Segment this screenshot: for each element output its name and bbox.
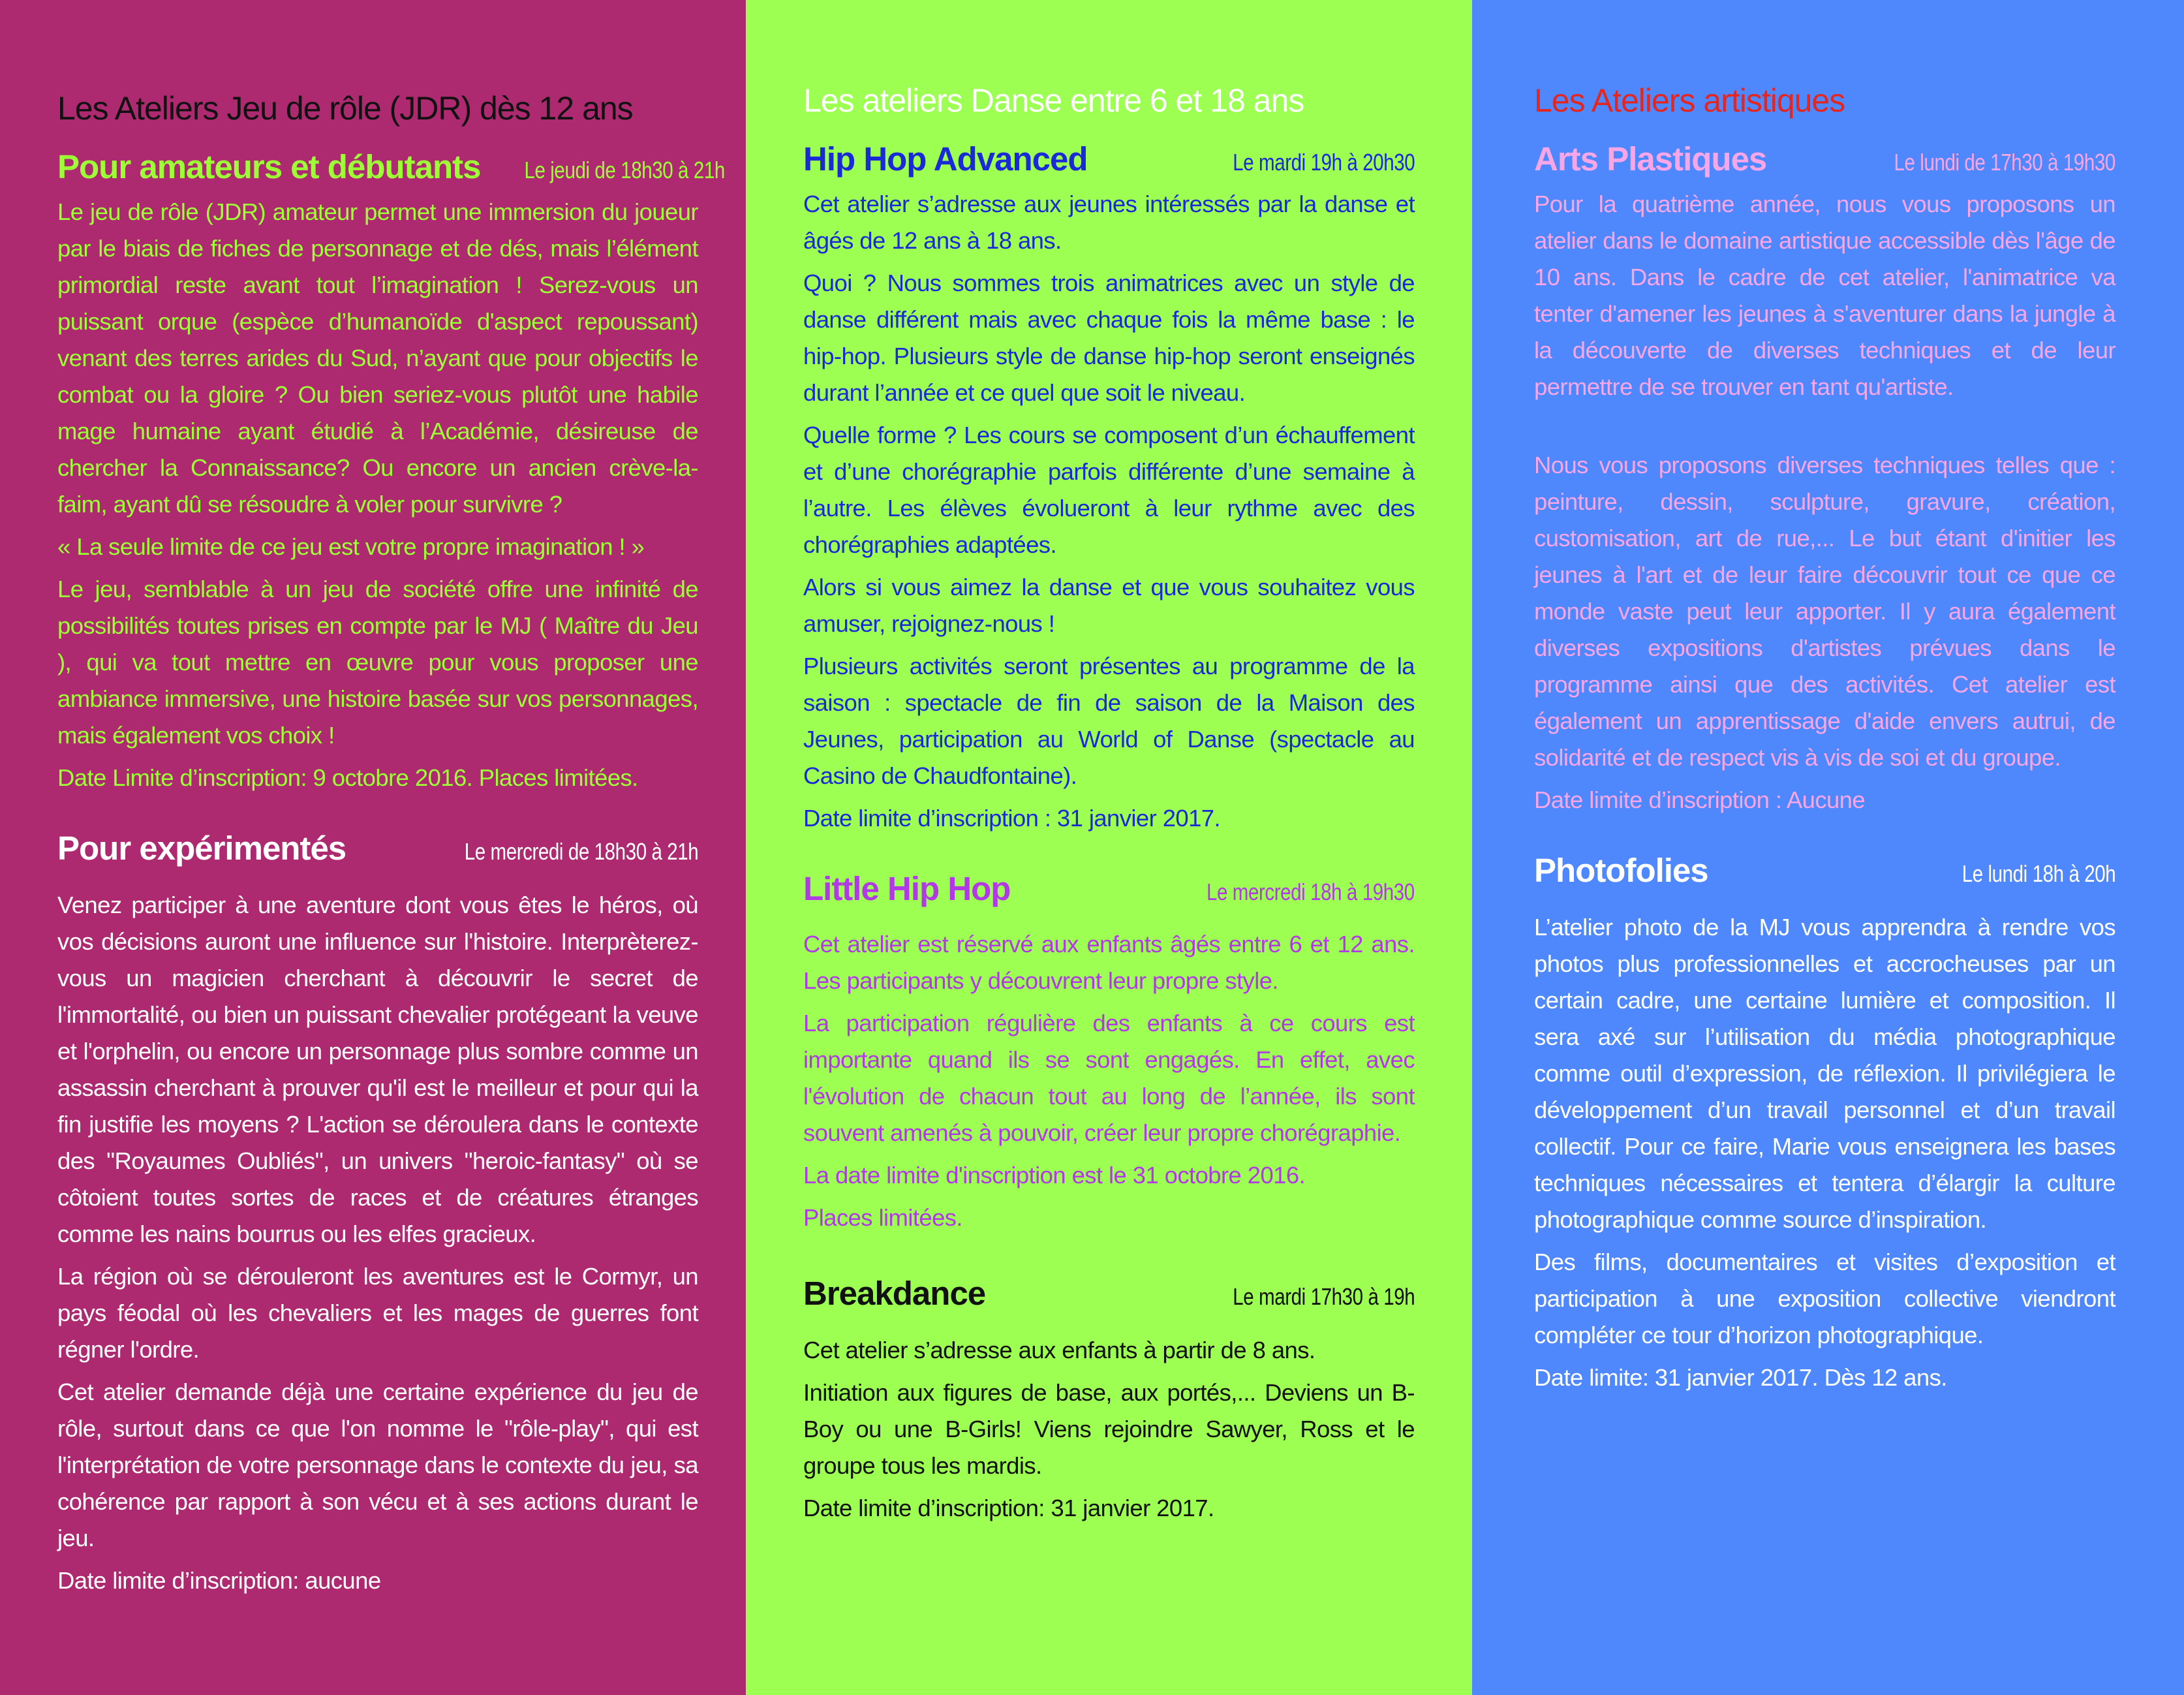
section-body-hiphop-advanced	[803, 186, 1415, 837]
paragraph: Alors si vous aimez la danse et que vous souhaitez vous amuser, rejoignez-nous !	[803, 574, 1415, 637]
section-header-breakdance	[803, 1274, 1415, 1313]
deadline-text: Date limite d’inscription: aucune	[57, 1567, 381, 1594]
paragraph: Le jeu de rôle (JDR) amateur permet une immersion du joueur par le biais de fiches de personnage et de dés, mais l’élément primordial reste avant tout l’imagination ! Serez-vous un puissant orque (espèce d’humanoïde d'aspect repoussant) venant des terres arides du Sud, n’ayant que pour objectifs le combat ou la gloire ? Ou bien seriez-vous plutôt une habile mage humaine ayant étudié à l’Académie, désireuse de chercher la Connaissance? Ou encore un ancien crève-la-faim, ayant dû se résoudre à voler pour survivre ?	[57, 198, 698, 518]
section-body-experimentes	[57, 887, 698, 1599]
section-body-photofolies	[1534, 909, 2115, 1396]
section-body-breakdance	[803, 1332, 1415, 1527]
section-title-experimentes: Pour expérimentés	[57, 830, 346, 867]
paragraph: Places limitées.	[803, 1204, 962, 1231]
section-time-amateurs: Le jeudi de 18h30 à 21h	[524, 157, 726, 183]
column-title-danse: Les ateliers Danse entre 6 et 18 ans	[803, 82, 1304, 119]
section-header-little-hiphop	[803, 869, 1415, 908]
deadline-text: Date Limite d’inscription: 9 octobre 2016. Places limitées.	[57, 764, 638, 791]
section-title-amateurs: Pour amateurs et débutants	[57, 148, 481, 185]
section-header-hiphop-advanced	[803, 140, 1415, 178]
paragraph: La région où se dérouleront les aventures est le Cormyr, un pays féodal où les chevaliers et les mages de guerres font régner l'ordre.	[57, 1263, 698, 1363]
section-time-photofolies: Le lundi 18h à 20h	[1961, 860, 2115, 887]
deadline-text: Date limite d’inscription: 31 janvier 2017.	[803, 1495, 1214, 1521]
paragraph: L’atelier photo de la MJ vous apprendra à rendre vos photos plus professionnelles et accrocheuses par un certain cadre, une certaine lumière et composition. Il sera axé sur l’utilisation du média photographique comme outil d’expression, de réflexion. Il privilégiera le développement d’un travail personnel et d’un travail collectif. Pour ce faire, Marie vous enseignera les bases techniques nécessaires et tentera d’élargir la culture photographique comme source d’inspiration.	[1534, 914, 2115, 1233]
section-time-experimentes: Le mercredi de 18h30 à 21h	[464, 838, 698, 865]
paragraph: Quelle forme ? Les cours se composent d’un échauffement et d’une chorégraphie parfois différente d’une semaine à l’autre. Les élèves évolueront à leur rythme avec des chorégraphies adaptées.	[803, 422, 1415, 558]
column-artistiques	[1472, 0, 2184, 1695]
paragraph: Cet atelier demande déjà une certaine expérience du jeu de rôle, surtout dans ce que l'on nomme le "rôle-play", qui est l'interprétation de votre personnage dans le contexte du jeu, sa cohérence par rapport à son vécu et à ses actions durant le jeu.	[57, 1378, 698, 1551]
column-danse	[746, 0, 1472, 1695]
section-time-hiphop-advanced: Le mardi 19h à 20h30	[1232, 149, 1415, 176]
section-header-arts-plastiques	[1534, 140, 2115, 178]
column-jdr	[0, 0, 746, 1695]
paragraph: Nous vous proposons diverses techniques telles que : peinture, dessin, sculpture, gravure, création, customisation, art de rue,... Le but étant d'initier les jeunes à l'art et de leur faire découvrir tout ce que ce monde vaste peut leur apporter. Il y aura également diverses expositions d'artistes prévues dans le programme ainsi que des activités. Cet atelier est également un apprentissage d'aide envers autrui, de solidarité et de respect vis à vis de soi et du groupe.	[1534, 452, 2115, 771]
section-header-amateurs	[57, 148, 726, 186]
section-time-little-hiphop: Le mercredi 18h à 19h30	[1207, 879, 1415, 905]
section-body-arts-plastiques	[1534, 186, 2115, 818]
paragraph: Cet atelier s’adresse aux jeunes intéressés par la danse et âgés de 12 ans à 18 ans.	[803, 191, 1415, 254]
paragraph: Initiation aux figures de base, aux portés,... Deviens un B-Boy ou une B-Girls! Viens rejoindre Sawyer, Ross et le groupe tous les mardis.	[803, 1379, 1415, 1479]
paragraph: Cet atelier est réservé aux enfants âgés entre 6 et 12 ans. Les participants y découvrent leur propre style.	[803, 931, 1415, 994]
section-time-arts-plastiques: Le lundi de 17h30 à 19h30	[1894, 149, 2115, 176]
paragraph: La participation régulière des enfants à ce cours est importante quand ils se sont engagés. En effet, avec l'évolution de chacun tout au long de l’année, ils sont souvent amenés à pouvoir, créer leur propre chorégraphie.	[803, 1010, 1415, 1146]
section-body-amateurs	[57, 194, 698, 796]
section-time-breakdance: Le mardi 17h30 à 19h	[1232, 1283, 1415, 1310]
deadline-text: La date limite d'inscription est le 31 octobre 2016.	[803, 1162, 1306, 1189]
paragraph: Plusieurs activités seront présentes au programme de la saison : spectacle de fin de saison de la Maison des Jeunes, participation au World of Danse (spectacle au Casino de Chaudfontaine).	[803, 653, 1415, 789]
deadline-text: Date limite d’inscription : Aucune	[1534, 786, 1866, 813]
column-title-jdr: Les Ateliers Jeu de rôle (JDR) dès 12 ans	[57, 90, 633, 127]
paragraph: Le jeu, semblable à un jeu de société offre une infinité de possibilités toutes prises en compte par le MJ ( Maître du Jeu ), qui va tout mettre en œuvre pour vous proposer une ambiance immersive, une histoire basée sur vos personnages, mais également vos choix !	[57, 576, 698, 749]
paragraph: Pour la quatrième année, nous vous proposons un atelier dans le domaine artistique accessible dès l'âge de 10 ans. Dans le cadre de cet atelier, l'animatrice va tenter d'amener les jeunes à s'aventurer dans la jungle à la découverte de diverses techniques et de leur permettre de se trouver en tant qu'artiste.	[1534, 191, 2115, 400]
section-header-photofolies	[1534, 851, 2115, 890]
section-title-hiphop-advanced: Hip Hop Advanced	[803, 140, 1088, 178]
section-title-little-hiphop: Little Hip Hop	[803, 870, 1011, 907]
column-title-artistiques: Les Ateliers artistiques	[1534, 82, 1845, 119]
deadline-text: Date limite: 31 janvier 2017. Dès 12 ans.	[1534, 1364, 1947, 1391]
deadline-text: Date limite d’inscription : 31 janvier 2017.	[803, 805, 1221, 832]
quote: « La seule limite de ce jeu est votre propre imagination ! »	[57, 533, 645, 560]
section-title-breakdance: Breakdance	[803, 1275, 986, 1312]
paragraph: Venez participer à une aventure dont vous êtes le héros, où vos décisions auront une influence sur l'histoire. Interprèterez-vous un magicien cherchant à découvrir le secret de l'immortalité, ou bien un puissant chevalier protégeant la veuve et l'orphelin, ou encore un personnage plus sombre comme un assassin cherchant à prouver qu'il est le meilleur et pour qui la fin justifie les moyens ? L'action se déroulera dans le contexte des "Royaumes Oubliés", un univers "heroic-fantasy" où se côtoient toutes sortes de races et de créatures étranges comme les nains bourrus ou les elfes gracieux.	[57, 892, 698, 1247]
section-body-little-hiphop	[803, 926, 1415, 1236]
section-header-experimentes	[57, 829, 698, 867]
paragraph: Quoi ? Nous sommes trois animatrices avec un style de danse différent mais avec chaque fois la même base : le hip-hop. Plusieurs style de danse hip-hop seront enseignés durant l’année et ce quel que soit le niveau.	[803, 270, 1415, 406]
paragraph: Des films, documentaires et visites d’exposition et participation à une exposition collective viendront compléter ce tour d’horizon photographique.	[1534, 1249, 2115, 1348]
section-title-photofolies: Photofolies	[1534, 852, 1708, 889]
section-title-arts-plastiques: Arts Plastiques	[1534, 140, 1767, 178]
paragraph: Cet atelier s’adresse aux enfants à partir de 8 ans.	[803, 1337, 1315, 1363]
